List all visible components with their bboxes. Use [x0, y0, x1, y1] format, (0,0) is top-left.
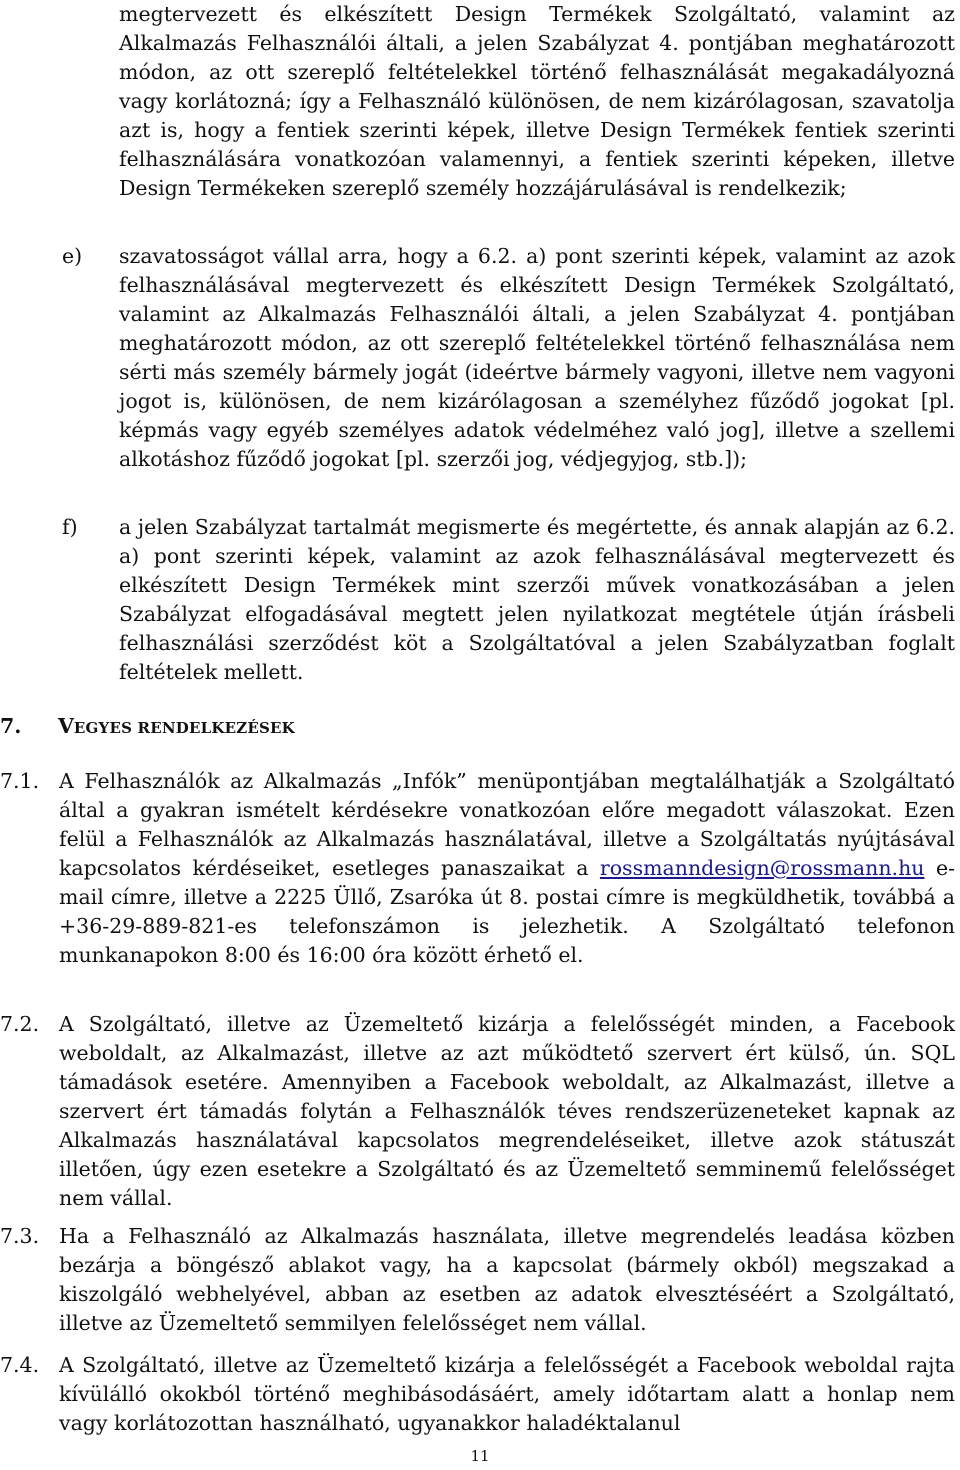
- paragraph-number: 7.4.: [0, 1353, 40, 1377]
- list-item-text: szavatosságot vállal arra, hogy a 6.2. a) pont szerinti képek, valamint az azok felhasználásával megtervezett és elkészített Design Termékek Szolgáltató, valamint az Alkalmazás Felhasználói általi, a jelen Szabályzat 4. pontjában meghatározott módon, az ott szereplő feltételekkel történő felhasználása nem sérti más személy bármely jogát (ideértve bármely vagyoni, illetve nem vagyoni jogot is, különösen, de nem kizárólagosan a személyhez fűződő jogokat [pl. képmás vagy egyéb személyes adatok védelméhez való jog], illetve a szellemi alkotáshoz fűződő jogokat [pl. szerzői jog, védjegyjog, stb.]);: [119, 244, 955, 471]
- paragraph-text: Ha a Felhasználó az Alkalmazás használata, illetve megrendelés leadása közben bezárja a böngésző ablakot vagy, ha a kapcsolat (bármely okból) megszakad a kiszolgáló webhelyével, abban az esetben az adatok elvesztéséért a Szolgáltató, illetve az Üzemeltető semmilyen felelősséget nem vállal.: [59, 1224, 955, 1335]
- paragraph-number: 7.3.: [0, 1224, 40, 1248]
- paragraph-text: A Szolgáltató, illetve az Üzemeltető kizárja a felelősségét minden, a Facebook weboldalt, az Alkalmazást, illetve az azt működtető szervert ért külső, ún. SQL támadások esetére. Amennyiben a Facebook weboldalt, az Alkalmazást, illetve a szervert ért támadás folytán a Felhasználók téves rendszerüzeneteket kapnak az Alkalmazás használatával kapcsolatos megrendeléseiket, illetve azok státuszát illetően, úgy ezen esetekre a Szolgáltató és az Üzemeltető semminemű felelősséget nem vállal.: [59, 1012, 955, 1210]
- paragraph-7-3: [0, 1222, 955, 1338]
- paragraph-text-before-link: A Felhasználók az Alkalmazás „Infók” menüpontjában megtalálhatják a Szolgáltató által a gyakran ismételt kérdésekre vonatkozóan előre megadott válaszokat. Ezen felül a Felhasználók az Alkalmazás használatával, illetve a Szolgáltatás nyújtásával kapcsolatos kérdéseiket, esetleges panaszaikat a: [59, 769, 955, 880]
- section-heading: [0, 712, 955, 743]
- email-link[interactable]: rossmanndesign@rossmann.hu: [599, 856, 925, 880]
- paragraph-number: 7.1.: [0, 769, 40, 793]
- section-title-rest: EGYES RENDELKEZÉSEK: [73, 719, 295, 737]
- paragraph-text: A Szolgáltató, illetve az Üzemeltető kizárja a felelősségét a Facebook weboldal rajta kívülálló okokból történő meghibásodásáért, amely időtartam alatt a honlap nem vagy korlátozottan használható, ugyanakkor haladéktalanul: [59, 1353, 955, 1435]
- section-number: 7.: [0, 714, 22, 738]
- list-item-e: [0, 242, 955, 474]
- list-item-f: [0, 513, 955, 687]
- paragraph-text-after-link: e-mail címre, illetve a 2225 Üllő, Zsaróka út 8. postai címre is megküldhetik, továbbá a +36-29-889-821-es telefonszámon is jelezhetik. A Szolgáltató telefonon munkanapokon 8:00 és 16:00 óra között érhető el.: [59, 856, 956, 967]
- paragraph-number: 7.2.: [0, 1012, 40, 1036]
- list-item-label: e): [62, 244, 83, 268]
- list-item-text: a jelen Szabályzat tartalmát megismerte és megértette, és annak alapján az 6.2. a) pont szerinti képek, valamint az azok felhasználásával megtervezett és elkészített Design Termékek mint szerzői művek vonatkozásában a jelen Szabályzat elfogadásával megtett jelen nyilatkozat megtétele útján írásbeli felhasználási szerződést köt a Szolgáltatóval a jelen Szabályzatban foglalt feltételek mellett.: [119, 515, 955, 684]
- paragraph-7-1: [0, 767, 955, 970]
- paragraph-7-2: [0, 1010, 955, 1213]
- list-item-label: f): [62, 515, 78, 539]
- section-title-initial: V: [58, 714, 74, 738]
- page-number: 11: [470, 1447, 490, 1465]
- paragraph-text: [59, 767, 955, 970]
- paragraph-7-4: [0, 1351, 955, 1438]
- continuation-paragraph: megtervezett és elkészített Design Termékek Szolgáltató, valamint az Alkalmazás Felhasználói általi, a jelen Szabályzat 4. pontjában meghatározott módon, az ott szereplő feltételekkel történő felhasználását megakadályozná vagy korlátozná; így a Felhasználó különösen, de nem kizárólagosan, szavatolja azt is, hogy a fentiek szerinti képek, illetve Design Termékek fentiek szerinti felhasználására vonatkozóan valamennyi, a fentiek szerinti képeken, illetve Design Termékeken szereplő személy hozzájárulásával is rendelkezik;: [119, 2, 955, 200]
